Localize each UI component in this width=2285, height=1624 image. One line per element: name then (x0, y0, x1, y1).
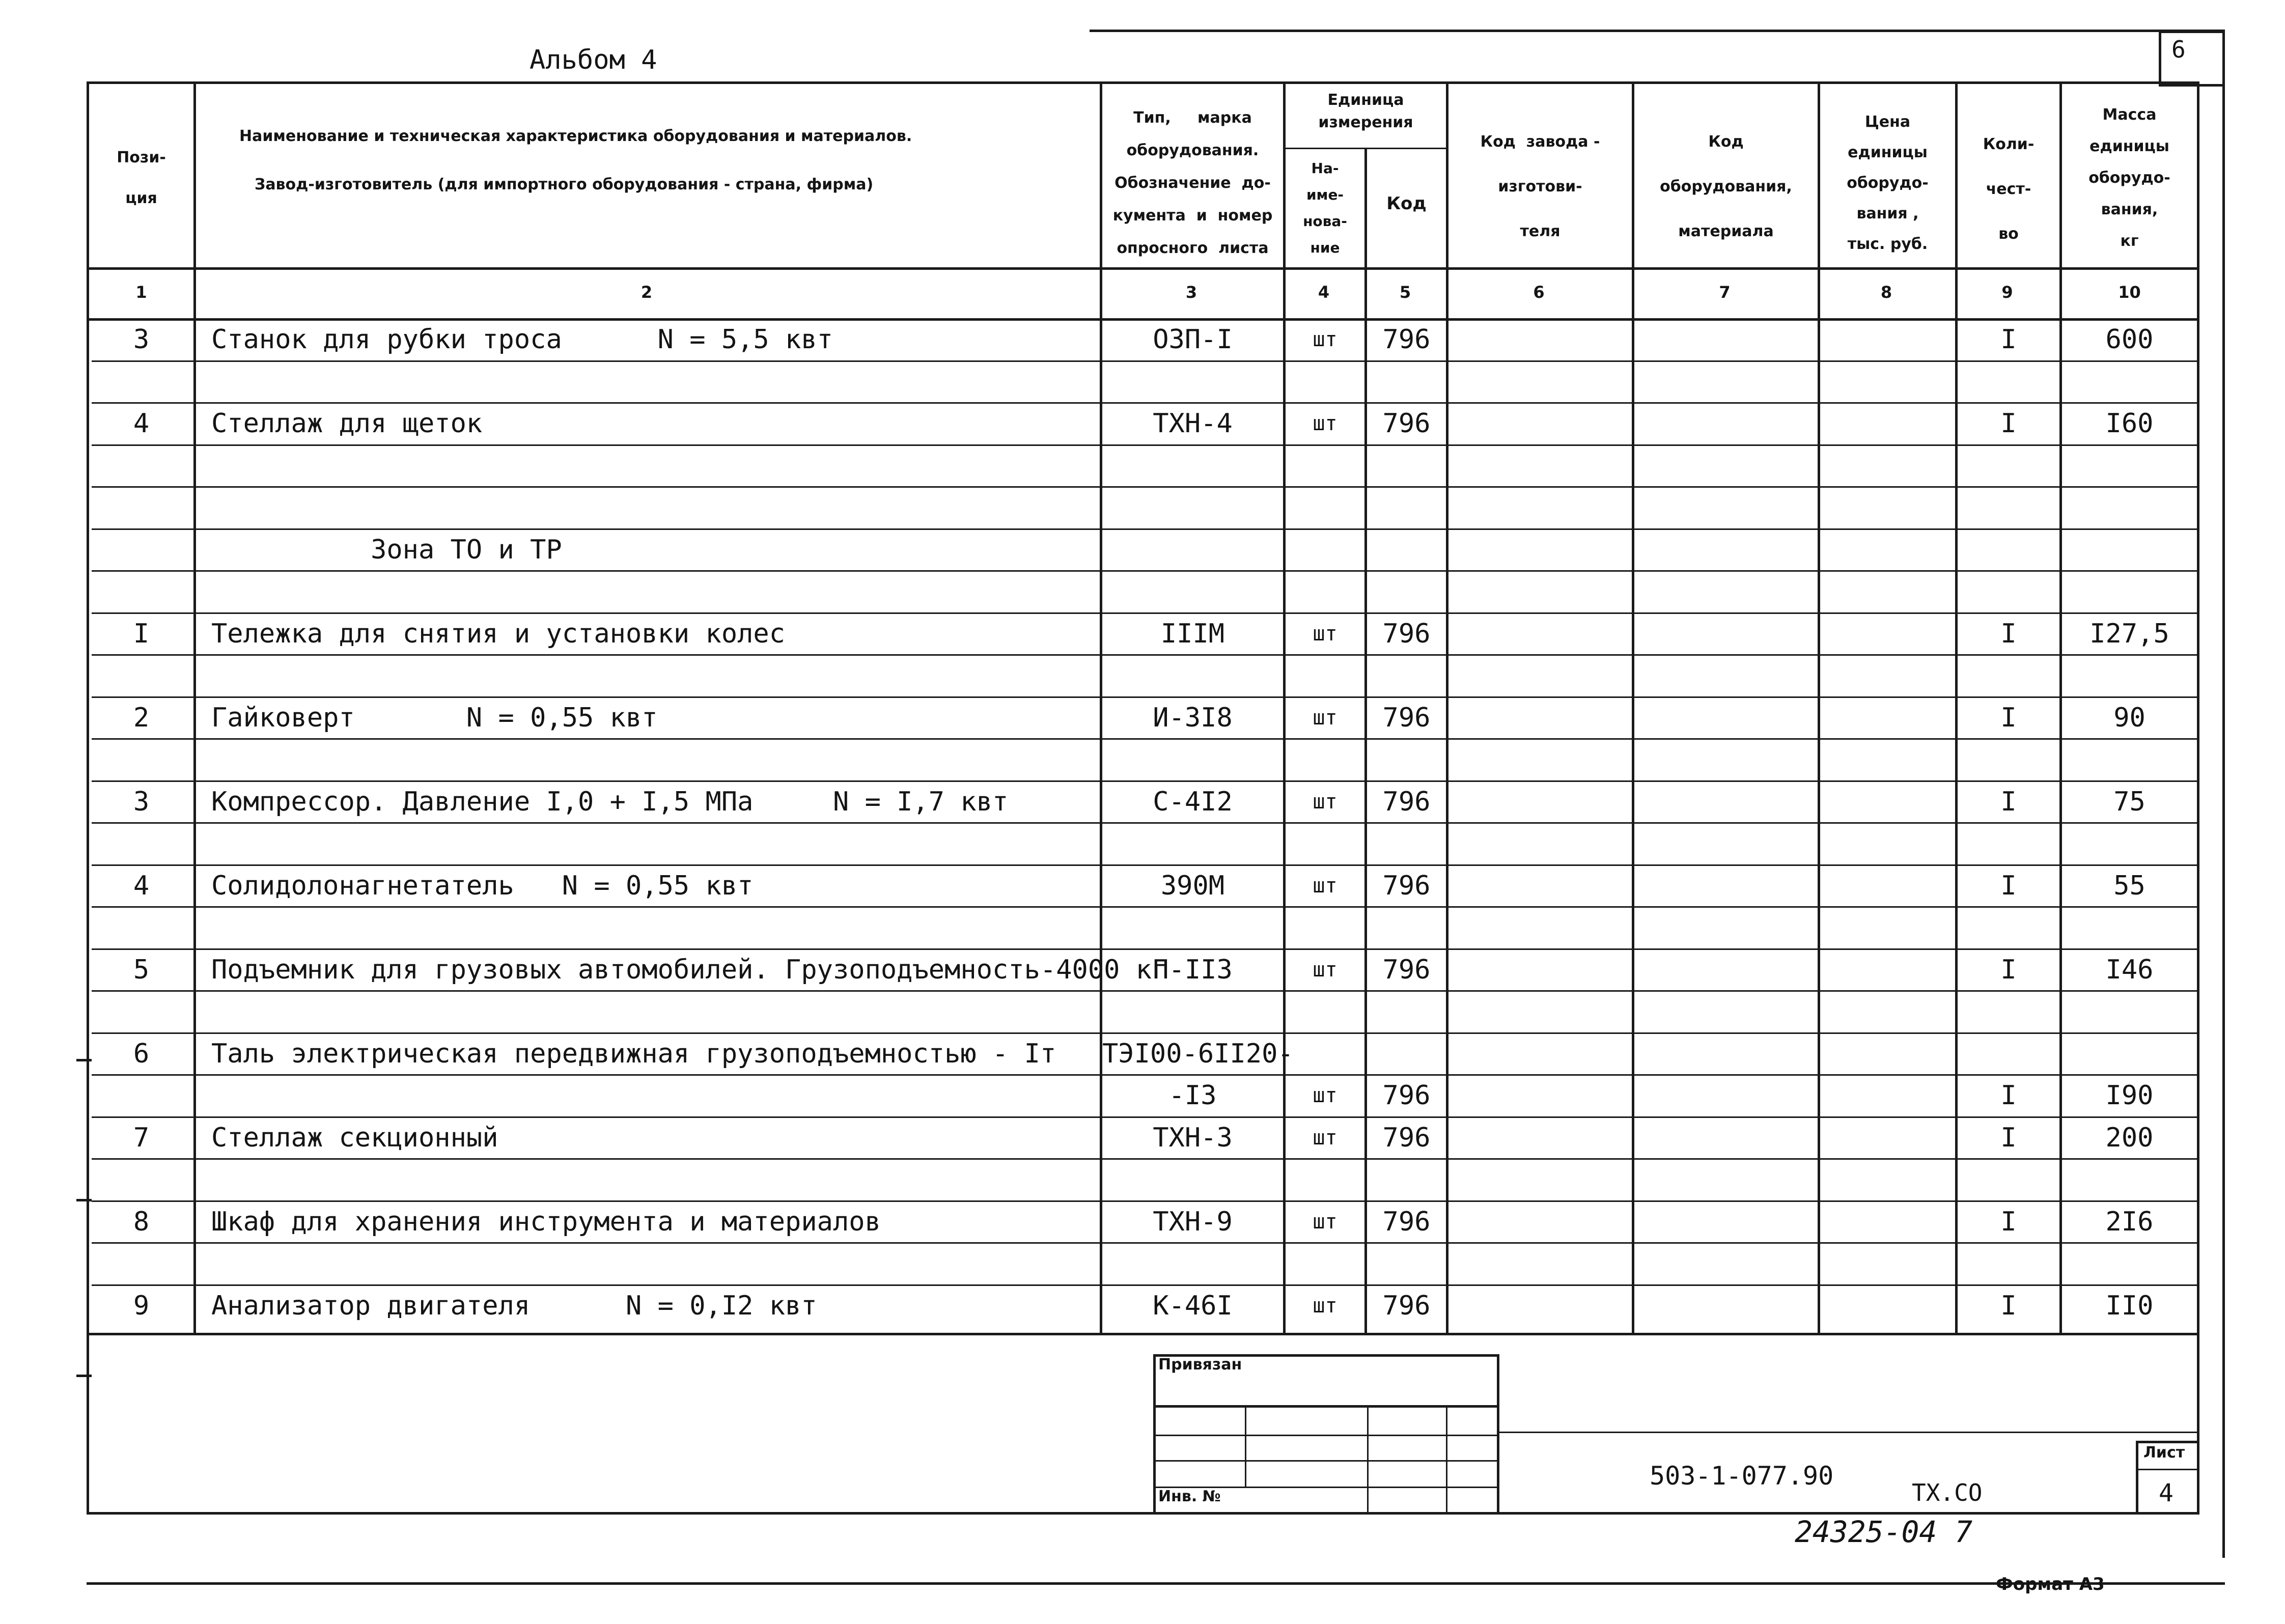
column-number: 10 (2118, 283, 2141, 302)
row-name: Анализатор двигателя N = 0,I2 квт (211, 1290, 817, 1321)
row-divider (92, 1032, 2199, 1034)
row-divider (92, 822, 2199, 824)
row-type: ТЭI00-6II20- (1102, 1038, 1294, 1069)
row-unit: шт (1313, 1126, 1337, 1150)
stamp-line-c (1153, 1460, 1499, 1462)
table-body-bottom (87, 1333, 2199, 1335)
sheet-label: Лист (2143, 1444, 2185, 1462)
stamp-col-3 (1446, 1405, 1447, 1515)
row-mass: I46 (2105, 954, 2154, 985)
sheet-bottom-line (87, 1582, 2225, 1585)
row-position: 5 (133, 954, 150, 985)
row-position: 6 (133, 1038, 150, 1069)
row-type: П-II3 (1153, 954, 1233, 985)
row-name: Компрессор. Давление I,0 + I,5 МПа N = I,7 квт (211, 786, 1009, 817)
row-mass: 75 (2113, 786, 2145, 817)
row-position: 3 (133, 786, 150, 817)
header-name-line2: Завод-изготовитель (для импортного оборудования - страна, фирма) (255, 176, 874, 193)
sheet-top-line (1090, 30, 2225, 32)
row-position: 4 (133, 408, 150, 439)
row-unit-code: 796 (1382, 870, 1431, 901)
sheet-corner-number: 6 (2171, 36, 2186, 63)
stamp-line-a (1153, 1405, 1499, 1408)
row-unit: шт (1313, 874, 1337, 898)
row-unit: шт (1313, 706, 1337, 730)
doc-code: 503-1-077.90 (1650, 1461, 1834, 1491)
row-divider (92, 444, 2199, 446)
row-name: Солидолонагнетатель N = 0,55 квт (211, 870, 754, 901)
stamp-line-b (1153, 1435, 1499, 1436)
row-divider (92, 1116, 2199, 1118)
row-divider (92, 864, 2199, 866)
row-quantity: I (2000, 618, 2017, 649)
row-position: 7 (133, 1122, 150, 1153)
row-name: Стеллаж для щеток (211, 408, 483, 439)
row-unit: шт (1313, 958, 1337, 982)
column-number: 9 (2001, 283, 2013, 302)
row-unit-code: 796 (1382, 1080, 1431, 1111)
row-type: ТХН-9 (1153, 1206, 1233, 1237)
row-unit: шт (1313, 1294, 1337, 1318)
row-quantity: I (2000, 954, 2017, 985)
format-label: Формат А3 (1996, 1574, 2105, 1594)
col-line-6 (1632, 81, 1634, 1334)
row-unit-code: 796 (1382, 408, 1431, 439)
titleblock-line (1497, 1432, 2199, 1433)
row-divider (92, 1200, 2199, 1202)
sheet-right-edge (2222, 31, 2225, 1558)
col-line-7 (1818, 81, 1820, 1334)
row-type: К-46I (1153, 1290, 1233, 1321)
column-number: 2 (640, 283, 653, 302)
row-name: Станок для рубки троса N = 5,5 квт (211, 324, 833, 355)
row-divider (92, 612, 2199, 614)
row-type: С-4I2 (1153, 786, 1233, 817)
header-mass: Масса единицы оборудо- вания, кг (2088, 106, 2170, 250)
row-name: Зона ТО и ТР (211, 534, 562, 565)
header-bottom-line (87, 267, 2199, 270)
row-divider (92, 990, 2199, 992)
album-title: Альбом 4 (530, 45, 657, 75)
column-number: 4 (1318, 283, 1330, 302)
header-unit: Единица измерения (1318, 91, 1413, 131)
row-mass: 90 (2113, 702, 2145, 733)
header-unit-code: Код (1386, 193, 1427, 214)
row-divider (92, 948, 2199, 950)
stamp-inv-label: Инв. № (1158, 1488, 1221, 1505)
row-mass: I90 (2105, 1080, 2154, 1111)
row-divider (92, 570, 2199, 572)
row-position: 2 (133, 702, 150, 733)
row-quantity: I (2000, 324, 2017, 355)
sheet-corner-box (2159, 31, 2225, 87)
row-mass: 55 (2113, 870, 2145, 901)
row-quantity: I (2000, 786, 2017, 817)
row-mass: 600 (2105, 324, 2154, 355)
header-factory-code: Код завода - изготови- теля (1480, 133, 1600, 240)
stamp-col-2 (1367, 1405, 1369, 1515)
row-unit: шт (1313, 1084, 1337, 1107)
colnum-bottom-line (87, 318, 2199, 321)
row-type: ТХН-4 (1153, 408, 1233, 439)
row-unit: шт (1313, 622, 1337, 646)
row-name: Шкаф для хранения инструмента и материалов (211, 1206, 881, 1237)
row-quantity: I (2000, 408, 2017, 439)
column-number: 7 (1719, 283, 1731, 302)
row-position: 8 (133, 1206, 150, 1237)
row-type: IIIМ (1160, 618, 1225, 649)
row-divider (92, 360, 2199, 362)
row-type: 390М (1160, 870, 1225, 901)
row-position: 3 (133, 324, 150, 355)
row-name: Таль электрическая передвижная грузоподъемностью - Iт (211, 1038, 1056, 1069)
row-unit-code: 796 (1382, 324, 1431, 355)
sheet-number: 4 (2159, 1479, 2173, 1507)
row-divider (92, 1284, 2199, 1286)
row-mass: II0 (2105, 1290, 2154, 1321)
row-quantity: I (2000, 1206, 2017, 1237)
row-type: -I3 (1168, 1080, 1217, 1111)
margin-tick-1 (76, 1059, 92, 1061)
row-type: ТХН-3 (1153, 1122, 1233, 1153)
row-quantity: I (2000, 1080, 2017, 1111)
row-unit-code: 796 (1382, 1290, 1431, 1321)
col-line-1 (193, 81, 196, 1334)
row-unit: шт (1313, 1210, 1337, 1234)
row-divider (92, 1074, 2199, 1076)
row-divider (92, 1158, 2199, 1160)
col-line-5 (1446, 81, 1448, 1334)
row-position: I (133, 618, 150, 649)
header-price: Цена единицы оборудо- вания , тыс. руб. (1847, 113, 1929, 253)
row-mass: I27,5 (2089, 618, 2169, 649)
row-unit-code: 796 (1382, 702, 1431, 733)
row-mass: 2I6 (2105, 1206, 2154, 1237)
row-unit-code: 796 (1382, 954, 1431, 985)
row-divider (92, 906, 2199, 908)
row-divider (92, 738, 2199, 740)
stamp-bound-label: Привязан (1158, 1356, 1242, 1374)
row-divider (92, 528, 2199, 530)
header-name-line1: Наименование и техническая характеристика оборудования и материалов. (239, 127, 912, 145)
row-name: Гайковерт N = 0,55 квт (211, 702, 658, 733)
sheet-number-divider (2136, 1469, 2199, 1470)
handwritten-number: 24325-04 7 (1795, 1515, 1973, 1549)
row-position: 4 (133, 870, 150, 901)
row-quantity: I (2000, 702, 2017, 733)
row-divider (92, 654, 2199, 656)
row-unit-code: 796 (1382, 1122, 1431, 1153)
row-unit-code: 796 (1382, 1206, 1431, 1237)
row-quantity: I (2000, 870, 2017, 901)
header-qty: Коли- чест- во (1983, 135, 2035, 243)
column-number: 5 (1399, 283, 1411, 302)
header-pos: Пози- ция (117, 149, 166, 207)
column-number: 1 (135, 283, 147, 302)
row-unit: шт (1313, 328, 1337, 351)
row-type: И-3I8 (1153, 702, 1233, 733)
column-number: 3 (1185, 283, 1197, 302)
column-number: 6 (1533, 283, 1545, 302)
header-type: Тип, марка оборудования. Обозначение до- кумента и номер опросного листа (1112, 109, 1273, 257)
row-divider (92, 486, 2199, 488)
row-quantity: I (2000, 1122, 2017, 1153)
column-number: 8 (1880, 283, 1892, 302)
stamp-col-1 (1245, 1405, 1246, 1487)
row-divider (92, 402, 2199, 404)
row-position: 9 (133, 1290, 150, 1321)
margin-tick-3 (76, 1375, 92, 1377)
row-unit: шт (1313, 412, 1337, 435)
header-equip-code: Код оборудования, материала (1660, 133, 1792, 240)
row-unit: шт (1313, 790, 1337, 814)
doc-mark: ТХ.СО (1912, 1479, 1983, 1506)
margin-tick-2 (76, 1199, 92, 1201)
row-unit-code: 796 (1382, 618, 1431, 649)
row-mass: I60 (2105, 408, 2154, 439)
row-divider (92, 1242, 2199, 1244)
row-name: Тележка для снятия и установки колес (211, 618, 786, 649)
row-mass: 200 (2105, 1122, 2154, 1153)
row-name: Стеллаж секционный (211, 1122, 498, 1153)
row-name: Подъемник для грузовых автомобилей. Грузоподъемность-4000 кг (211, 954, 1168, 985)
row-divider (92, 780, 2199, 782)
row-type: ОЗП-I (1153, 324, 1233, 355)
row-divider (92, 696, 2199, 698)
row-quantity: I (2000, 1290, 2017, 1321)
row-unit-code: 796 (1382, 786, 1431, 817)
header-unit-name: На- име- нова- ние (1303, 160, 1347, 256)
